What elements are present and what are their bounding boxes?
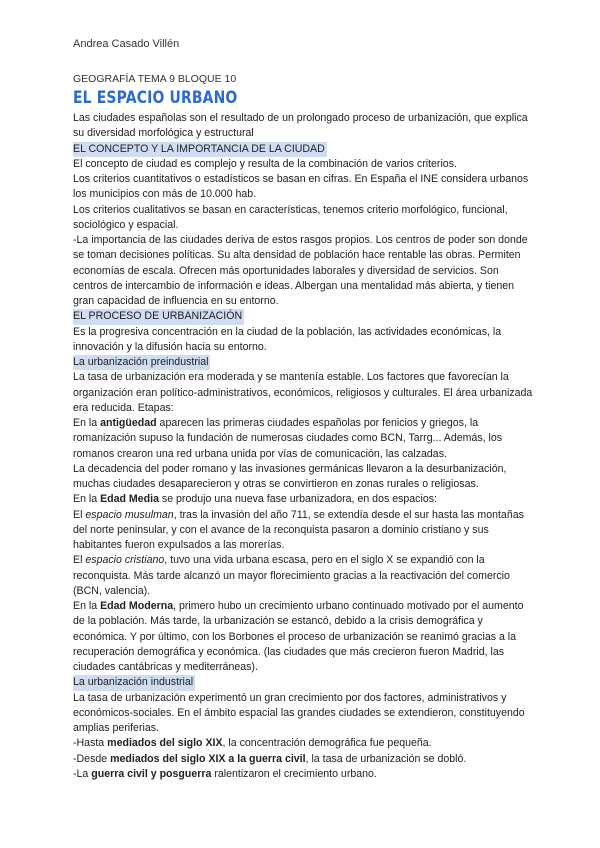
term-espacio-cristiano: espacio cristiano [85,554,165,567]
term-edad-moderna: Edad Moderna [100,600,174,612]
paragraph-cristiano: El espacio cristiano, tuvo una vida urbana escasa, pero en el siglo X se expandió con la reconquista. Más tarde alcanzó un mayor florecimiento gracias a la reactivación del comercio (BCN, valencia). [73,554,510,597]
document-body [73,111,535,782]
list-item: -La guerra civil y posguerra ralentizaron el crecimiento urbano. [73,767,377,780]
paragraph-edad-moderna: En la Edad Moderna, primero hubo un crecimiento urbano continuado motivado por el aumento de la población. Más tarde, la urbanización se estancó, debido a la crisis demográfica y económica. Y por último, con los Borbones el proceso de urbanización se reanimó gracias a la recuperación demográfica y económica. (las ciudades que más crecieron fueron Madrid, las ciudades cantábricas y mediterráneas). [73,600,524,673]
list-item: -Desde mediados del siglo XIX a la guerra civil, la tasa de urbanización se dobló. [73,752,467,765]
paragraph-antiguedad: En la antigüedad aparecen las primeras ciudades españolas por fenicios y griegos, la romanización supuso la fundación de numerosas ciudades como BCN, Tarrg... Además, los romanos crearon una red urbana unida por vías de comunicación, las calzadas. [73,417,503,460]
paragraph-musulman: El espacio musulman, tras la invasión del año 711, se extendía desde el sur hasta las montañas del norte peninsular, y con el avance de la reconquista pasaron a dominio cristiano y sus habitantes fueron expulsados a las morerías. [73,508,524,551]
paragraph: El concepto de ciudad es complejo y resulta de la combinación de varios criterios. [73,157,457,170]
paragraph: La decadencia del poder romano y las invasiones germánicas llevaron a la desurbanización, muchas ciudades desaparecieron y otras se convirtieron en zonas rurales o religiosas. [73,462,507,490]
term-edad-media: Edad Media [100,493,159,506]
paragraph: Es la progresiva concentración en la ciudad de la población, las actividades económicas, la innovación y la difusión hacia su entorno. [73,325,502,353]
author-name: Andrea Casado Villén [73,38,180,50]
subject-line: GEOGRAFÍA TEMA 9 BLOQUE 10 [73,73,237,85]
intro-paragraph: Las ciudades españolas son el resultado de un prolongado proceso de urbanización, que explica su diversidad morfológica y estructural [73,112,528,140]
term-antiguedad: antigüedad [100,417,157,429]
term-espacio-musulman: espacio musulman [85,508,174,521]
list-item: -Hasta mediados del siglo XIX, la concentración demográfica fue pequeña. [73,737,432,750]
paragraph: La tasa de urbanización experimentó un gran crecimiento por dos factores, administrativos y económicos-sociales. En el ámbito espacial las grandes ciudades se extendieron, constituyendo amplias periferias. [73,691,525,734]
section-heading-process: EL PROCESO DE URBANIZACIÓN [73,309,244,324]
document-title: EL ESPACIO URBANO [73,88,238,108]
subheading-industrial: La urbanización industrial [73,675,195,690]
paragraph-edad-media: En la Edad Media se produjo una nueva fase urbanizadora, en dos espacios: [73,493,437,506]
subheading-preindustrial: La urbanización preindustrial [73,355,210,370]
paragraph: Los criterios cuantitativos o estadísticos se basan en cifras. En España el INE considera urbanos los municipios con más de 10.000 hab. [73,173,529,201]
section-heading-concept: EL CONCEPTO Y LA IMPORTANCIA DE LA CIUDAD [73,142,327,157]
paragraph: Los criterios cualitativos se basan en características, tenemos criterio morfológico, funcional, sociológico y espacial. [73,203,508,231]
paragraph: -La importancia de las ciudades deriva de estos rasgos propios. Los centros de poder son donde se toman decisiones políticas. Su alta densidad de población hace rentable las obras. Permiten economías de escala. Ofrecen más oportunidades laborales y diversidad de servicios. Son centros de intercambio de información e ideas. Albergan una mentalidad más abierta, y tienen gran capacidad de influencia en su entorno. [73,234,528,307]
paragraph: La tasa de urbanización era moderada y se mantenía estable. Los factores que favorecían la organización eran político-administrativos, económicos, religiosos y culturales. El área urbanizada era reducida. Etapas: [73,371,533,414]
